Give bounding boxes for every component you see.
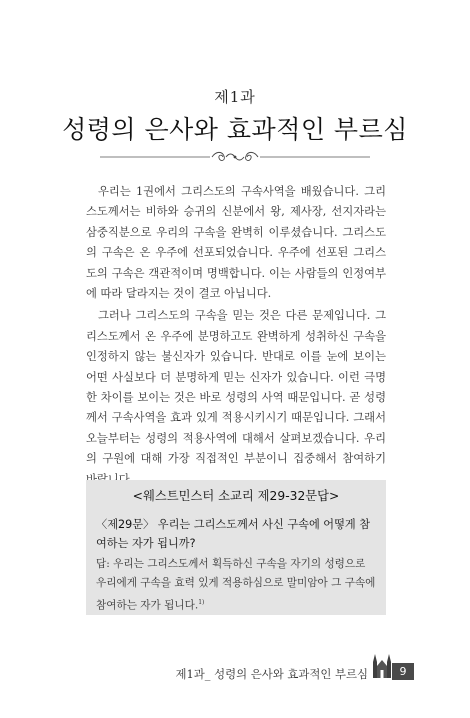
lesson-number: 제1과 xyxy=(214,88,256,106)
catechism-answer-text: 답: 우리는 그리스도께서 획득하신 구속을 자기의 성령으로 우리에게 구속을 효력 있게 적용하심으로 말미암아 그 구속에 참여하는 자가 됩니다. xyxy=(96,558,376,612)
catechism-question: 〈제29문〉 우리는 그리스도께서 사신 구속에 어떻게 참여하는 자가 됩니까? xyxy=(96,518,371,550)
body-text xyxy=(86,182,386,490)
catechism-answer xyxy=(96,555,378,616)
catechism-title: <웨스트민스터 소교리 제29-32문답> xyxy=(132,489,340,503)
lesson-title: 성령의 은사와 효과적인 부르심 xyxy=(62,115,408,144)
paragraph: 그러나 그리스도의 구속을 믿는 것은 다른 문제입니다. 그리스도께서 온 우주에 분명하고도 완벽하게 성취하신 구속을 인정하지 않는 불신자가 있습니다. 반대로 이를 눈에 보이는 어떤 사실보다 더 분명하게 믿는 신자가 있습니다. 이런 극명한 차이를 보이는 것은 바로 성령의 사역 때문입니다. 곧 성령께서 구속사역을 효과 있게 적용시키시기 때문입니다. 그래서 오늘부터는 성령의 적용사역에 대해서 살펴보겠습니다. 우리의 구원에 대해 가장 직접적인 부분이니 집중해서 참여하기 xyxy=(86,309,386,466)
footnote-marker: 1) xyxy=(198,599,205,606)
paragraph: 우리는 1권에서 그리스도의 구속사역을 배웠습니다. 그리스도께서는 비하와 승귀의 신분에서 왕, 제사장, 선지자라는 삼중직분으로 우리의 구속을 완벽히 이루셨습니다. 그리스도의 구속은 온 우주에 선포되었습니다. 우주에 선포된 그리스도의 구속은 객관적이며 명백합니다. 이는 사람들의 인정여부에 따라 달라지는 것이 결코 아닙니다. xyxy=(86,185,386,301)
running-title: 제1과_ 성령의 은사와 효과적인 부르심 xyxy=(175,667,368,681)
ornament-divider-icon xyxy=(100,150,370,164)
catechism-box xyxy=(86,480,386,615)
cathedral-icon xyxy=(370,650,394,678)
page-number: 9 xyxy=(392,663,414,680)
